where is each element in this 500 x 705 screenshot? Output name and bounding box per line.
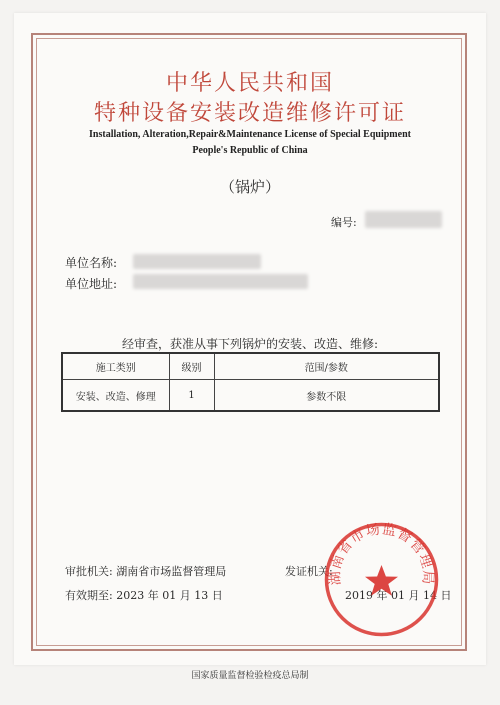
- unit-address-label: 单位地址:: [65, 277, 118, 291]
- cell-grade: 1: [169, 380, 214, 412]
- license-scope-table: [61, 352, 440, 412]
- cell-scope: 参数不限: [214, 380, 439, 412]
- official-seal: [323, 521, 440, 638]
- certificate-number-label: 编号:: [331, 216, 357, 229]
- issuing-authority-label: 发证机关:: [285, 565, 333, 578]
- valid-until-value: 2023 年 01 月 13 日: [116, 589, 223, 602]
- header-grade: 级别: [169, 353, 214, 380]
- approving-authority: [65, 563, 226, 579]
- title-country: 中华人民共和国: [165, 71, 334, 96]
- table-header-row: [62, 353, 439, 380]
- header-construction-type: 施工类别: [62, 353, 169, 380]
- seal-star-icon: [365, 565, 398, 596]
- english-title: Installation, Alteration,Repair&Maintenance License of Special Equipment: [89, 129, 411, 140]
- unit-name-redacted: [133, 254, 261, 269]
- certificate-number-redacted: [365, 211, 442, 228]
- issue-date: 2019 年 01 月 14 日: [345, 589, 452, 602]
- header-scope: 范围/参数: [214, 353, 439, 380]
- valid-until: [65, 587, 223, 603]
- footer-printer: 国家质量监督检验检疫总局制: [191, 671, 309, 681]
- equipment-category: （锅炉）: [219, 178, 280, 196]
- approving-authority-value: 湖南省市场监督管理局: [116, 565, 227, 578]
- approval-statement: 经审查，获准从事下列锅炉的安装、改造、维修:: [121, 337, 379, 351]
- english-country: People's Republic of China: [192, 145, 308, 156]
- unit-name-label: 单位名称:: [65, 256, 118, 270]
- cell-construction-type: 安装、改造、修理: [62, 380, 169, 412]
- table-row: [62, 380, 439, 412]
- seal-text: 湖南省市场监督管理局: [327, 521, 436, 586]
- approving-authority-label: 审批机关:: [65, 565, 113, 578]
- valid-until-label: 有效期至:: [65, 589, 113, 602]
- unit-address-redacted: [133, 274, 308, 289]
- title-license: 特种设备安装改造维修许可证: [93, 101, 406, 126]
